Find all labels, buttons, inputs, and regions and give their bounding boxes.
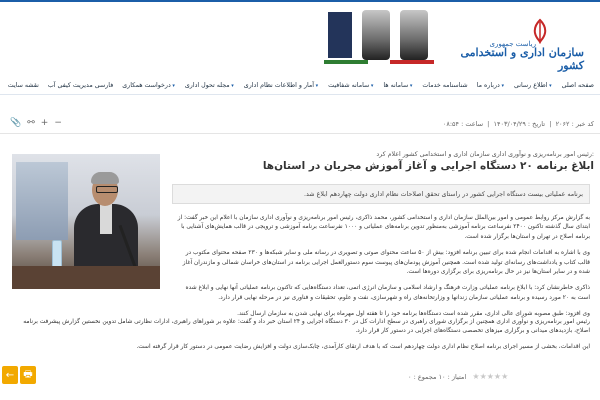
article-paragraph: وی افزود: طبق مصوبه شورای عالی اداری، مقرر شده است دستگاه‌ها برنامه خود را تا هفته اول مهرماه برای نهایی شدن به سازمان ارسال کنند. — [237, 311, 590, 318]
chevron-down-icon: ▾ — [369, 83, 374, 89]
nav-item[interactable] — [244, 80, 319, 92]
news-time: ساعت : ۰۸:۵۴ — [442, 120, 484, 128]
main-navigation — [0, 78, 600, 95]
background-screen — [16, 162, 68, 240]
back-button[interactable]: ← — [2, 366, 18, 384]
article-paragraph: ذاکری خاطرنشان کرد: با ابلاغ برنامه عملیاتی وزارت فرهنگ و ارشاد اسلامی و سازمان انرژی اتمی، تعداد دستگاه‌هایی که تاکنون برنامه عملیاتی آنها نهایی و ابلاغ شده است به ۲۰ مورد رسیده و برنامه عملیاتی سازمان زندانها و وزارتخانه‌های راه و شهرسازی، نفت و علوم، تحقیقات و فناوری نیز در مرحله نهایی قرار دارد. — [185, 285, 590, 301]
rating-stars[interactable]: ★★★★★ — [472, 372, 509, 381]
article-meta: کد خبر : ۲۰۶۲ | تاریخ : ۱۴۰۳/۰۴/۲۹ | ساعت : ۰۸:۵۴ — [442, 120, 594, 128]
attachment-icon[interactable]: 📎 — [10, 118, 22, 128]
article-body-full — [10, 318, 590, 358]
link-icon[interactable]: ⚯ — [27, 118, 35, 128]
nav-item-label: نقشه سایت — [7, 82, 39, 89]
article-lead: رئیس امور برنامه‌ریزی و نوآوری اداری سازمان اداری و استخدامی کشور اعلام کرد: — [376, 151, 594, 158]
news-code: کد خبر : ۲۰۶۲ — [555, 120, 594, 128]
font-increase-icon[interactable]: + — [40, 118, 49, 128]
chevron-down-icon: ▾ — [547, 83, 552, 89]
chevron-down-icon: ▾ — [229, 83, 234, 89]
nav-item-label: درخواست همکاری — [122, 82, 171, 89]
article-paragraph: رئیس امور برنامه‌ریزی و نوآوری اداری همچنین از برگزاری شورای راهبری در سطح ادارات کل در ۳۰ دستگاه اجرایی و ۲۴ استان خبر داد و گفت: علاوه بر شوراهای راهبری، ادارات نظارتی شامل تدوین نخستین گزارش پیشرفت برنامه اصلاح، بازدیدهای میدانی و برگزاری میزهای تخصصی دستگاه‌های اجرایی در دستور کار قرار دارد. — [23, 319, 590, 335]
nav-item[interactable] — [48, 80, 113, 92]
news-date: تاریخ : ۱۴۰۳/۰۴/۲۹ — [493, 120, 546, 128]
nav-item[interactable] — [185, 80, 235, 92]
article-paragraph: به گزارش مرکز روابط عمومی و امور بین‌الملل سازمان اداری و استخدامی کشور، محمد ذاکری، رئیس امور برنامه‌ریزی و نوآوری اداری سازمان با اعلام این خبر گفت: از ابتدای سال گذشته تاکنون ۲۴۰۰ نفرساعت برنامه آموزشی به‌منظور تدوین برنامه‌های عملیاتی و ۱۰۰۰ نفرساعت برنامه آموزشی و ترویجی در قالب همایش‌های آشنایی با برنامه اصلاح در تهران و استان‌ها برگزار شده است. — [177, 215, 590, 240]
nav-item[interactable] — [383, 80, 413, 92]
nav-item-label: آمار و اطلاعات نظام اداری — [243, 82, 315, 89]
nav-item[interactable] — [8, 80, 39, 92]
nav-list — [8, 80, 594, 92]
article-summary: برنامه عملیاتی بیست دستگاه اجرایی کشور در راستای تحقق اصلاحات نظام اداری دولت چهاردهم ابلاغ شد. — [172, 184, 590, 204]
campaign-banner[interactable] — [328, 12, 352, 58]
portrait-image — [362, 10, 390, 60]
article-title: ابلاغ برنامه ۲۰ دستگاه اجرایی و آغاز آموزش مجریان در استان‌ها — [262, 160, 594, 172]
chevron-down-icon: ▾ — [408, 83, 413, 89]
nav-item-label: سامانه ها — [383, 82, 409, 89]
chevron-down-icon: ▾ — [499, 83, 504, 89]
nav-item-label: درباره ما — [476, 82, 500, 89]
chevron-down-icon: ▾ — [170, 83, 175, 89]
nav-item[interactable] — [328, 80, 374, 92]
nav-item[interactable] — [477, 80, 505, 92]
site-header — [0, 0, 600, 80]
nav-item[interactable] — [562, 80, 594, 92]
nav-item-label: فارسی مدیریت کیفی آب — [47, 82, 114, 89]
nav-item[interactable] — [122, 80, 176, 92]
print-button[interactable]: 🖶 — [20, 366, 36, 384]
font-decrease-icon[interactable]: − — [54, 118, 62, 128]
article-body — [172, 214, 590, 327]
logo-title: سازمان اداری و استخدامی کشور — [460, 46, 584, 72]
article-toolbar — [0, 117, 600, 134]
chevron-down-icon: ▾ — [314, 83, 319, 89]
article-paragraph: این اقدامات، بخشی از مسیر اجرای برنامه اصلاح نظام اداری دولت چهاردهم است که با هدف ارتقای کارآمدی، چابک‌سازی دولت و افزایش رضایت عمومی در دستور کار قرار گرفته است. — [136, 343, 590, 350]
nav-item-label: اطلاع رسانی — [513, 82, 548, 89]
nav-item-label: مجله تحول اداری — [184, 82, 230, 89]
nav-item-label: صفحه اصلی — [561, 82, 594, 89]
nav-item[interactable] — [422, 80, 467, 92]
logo-subtitle: ریاست جمهوری — [489, 40, 536, 48]
nav-item-label: شناسنامه خدمات — [422, 82, 468, 89]
nav-item-label: سامانه شفافیت — [328, 82, 370, 89]
site-logo[interactable] — [442, 16, 592, 76]
article-paragraph: وی با اشاره به اقدامات انجام شده برای تبیین برنامه افزود: بیش از ۵۰ ساعت محتوای صوتی و تصویری در رسانه ملی و سایر شبکه‌ها و ۲۳۰ صفحه محتوای مکتوب در قالب کتاب و یادداشت‌های رسانه‌ای تولید شده است. همچنین آموزش پودمان‌های پیوست سوم دستورالعمل اجرایی برنامه در استان‌های خراسان شمالی و مازندران آغاز شده و در سایر استان‌ها نیز در حال برنامه‌ریزی برای برگزاری دوره‌ها است. — [182, 250, 590, 276]
side-buttons — [2, 366, 36, 384]
rating-label: امتیاز : ۱۰ مجموع : ۰ — [408, 373, 467, 381]
nav-item[interactable] — [514, 80, 553, 92]
desk — [12, 266, 160, 289]
portrait-image — [400, 10, 428, 60]
article-tools — [10, 118, 62, 128]
flag-stripe — [324, 60, 434, 64]
article-photo[interactable] — [12, 154, 160, 289]
rating-widget — [408, 372, 508, 381]
